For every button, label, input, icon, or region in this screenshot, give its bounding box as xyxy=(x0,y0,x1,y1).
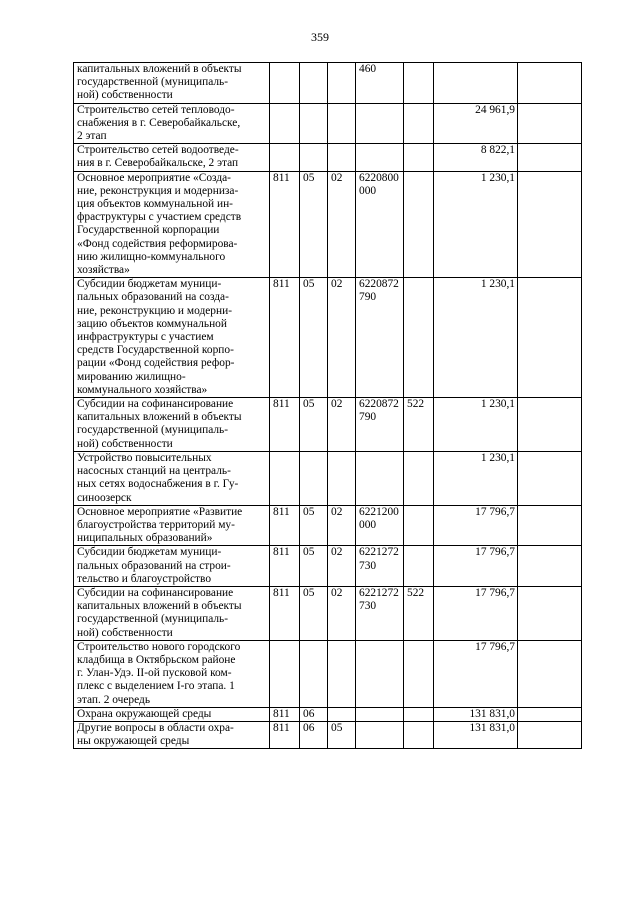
target-article-cell xyxy=(356,640,404,707)
target-article-cell xyxy=(356,144,404,171)
grbs-code-cell: 811 xyxy=(270,278,300,398)
table-row xyxy=(74,144,582,171)
blank-cell xyxy=(518,640,582,707)
row-name-cell: Строительство сетей водоотведе- ния в г. Северобайкальске, 2 этап xyxy=(74,144,270,171)
grbs-code-cell xyxy=(270,144,300,171)
section-code-cell: 05 xyxy=(300,586,328,640)
row-name-cell: Охрана окружающей среды xyxy=(74,707,270,721)
section-code-cell: 05 xyxy=(300,546,328,587)
target-article-cell: 6220800 000 xyxy=(356,171,404,278)
blank-cell xyxy=(518,103,582,144)
amount-cell: 17 796,7 xyxy=(434,505,518,546)
amount-cell: 24 961,9 xyxy=(434,103,518,144)
section-code-cell: 05 xyxy=(300,398,328,452)
budget-table xyxy=(73,62,582,749)
table-row xyxy=(74,103,582,144)
target-article-cell: 6220872 790 xyxy=(356,278,404,398)
grbs-code-cell xyxy=(270,63,300,104)
target-article-cell: 6221200 000 xyxy=(356,505,404,546)
grbs-code-cell: 811 xyxy=(270,546,300,587)
grbs-code-cell: 811 xyxy=(270,171,300,278)
subsection-code-cell: 02 xyxy=(328,278,356,398)
table-row xyxy=(74,640,582,707)
section-code-cell xyxy=(300,640,328,707)
table-row xyxy=(74,398,582,452)
grbs-code-cell: 811 xyxy=(270,505,300,546)
target-article-cell: 460 xyxy=(356,63,404,104)
section-code-cell xyxy=(300,103,328,144)
amount-cell: 1 230,1 xyxy=(434,171,518,278)
subsection-code-cell: 02 xyxy=(328,171,356,278)
amount-cell: 17 796,7 xyxy=(434,546,518,587)
blank-cell xyxy=(518,63,582,104)
subsection-code-cell xyxy=(328,63,356,104)
subsection-code-cell xyxy=(328,640,356,707)
amount-cell: 1 230,1 xyxy=(434,398,518,452)
blank-cell xyxy=(518,586,582,640)
expense-type-cell xyxy=(404,103,434,144)
amount-cell xyxy=(434,63,518,104)
subsection-code-cell xyxy=(328,144,356,171)
subsection-code-cell: 02 xyxy=(328,505,356,546)
amount-cell: 8 822,1 xyxy=(434,144,518,171)
amount-cell: 17 796,7 xyxy=(434,586,518,640)
expense-type-cell xyxy=(404,707,434,721)
blank-cell xyxy=(518,707,582,721)
target-article-cell xyxy=(356,103,404,144)
blank-cell xyxy=(518,721,582,748)
subsection-code-cell: 02 xyxy=(328,546,356,587)
amount-cell: 1 230,1 xyxy=(434,278,518,398)
table-row xyxy=(74,721,582,748)
amount-cell: 131 831,0 xyxy=(434,707,518,721)
subsection-code-cell: 02 xyxy=(328,586,356,640)
blank-cell xyxy=(518,546,582,587)
grbs-code-cell: 811 xyxy=(270,721,300,748)
row-name-cell: Субсидии бюджетам муници- пальных образований на созда- ние, реконструкцию и модерни- зацию объектов коммунальной инфраструктуры с участием средств Государственной корпо- рации «Фонд содействия рефор- мированию жилищно- коммунального хозяйства» xyxy=(74,278,270,398)
expense-type-cell xyxy=(404,451,434,505)
row-name-cell: Устройство повысительных насосных станций на централь- ных сетях водоснабжения в г. Гу- синоозерск xyxy=(74,451,270,505)
section-code-cell xyxy=(300,144,328,171)
table-row xyxy=(74,171,582,278)
row-name-cell: Строительство нового городского кладбища в Октябрьском районе г. Улан-Удэ. II-ой пусковой ком- плекс с выделением I-го этапа. 1 этап. 2 очередь xyxy=(74,640,270,707)
subsection-code-cell: 05 xyxy=(328,721,356,748)
target-article-cell xyxy=(356,707,404,721)
section-code-cell xyxy=(300,451,328,505)
grbs-code-cell xyxy=(270,640,300,707)
blank-cell xyxy=(518,451,582,505)
row-name-cell: Другие вопросы в области охра- ны окружающей среды xyxy=(74,721,270,748)
subsection-code-cell xyxy=(328,103,356,144)
expense-type-cell xyxy=(404,63,434,104)
row-name-cell: Субсидии на софинансирование капитальных вложений в объекты государственной (муниципаль- ной) собственности xyxy=(74,586,270,640)
blank-cell xyxy=(518,505,582,546)
amount-cell: 1 230,1 xyxy=(434,451,518,505)
target-article-cell: 6221272 730 xyxy=(356,586,404,640)
table-body xyxy=(74,63,582,749)
expense-type-cell: 522 xyxy=(404,398,434,452)
amount-cell: 17 796,7 xyxy=(434,640,518,707)
expense-type-cell xyxy=(404,640,434,707)
section-code-cell: 06 xyxy=(300,707,328,721)
row-name-cell: Основное мероприятие «Развитие благоустройства территорий му- ниципальных образований» xyxy=(74,505,270,546)
grbs-code-cell: 811 xyxy=(270,707,300,721)
table-row xyxy=(74,586,582,640)
grbs-code-cell: 811 xyxy=(270,586,300,640)
row-name-cell: Строительство сетей тепловодо- снабжения в г. Северобайкальске, 2 этап xyxy=(74,103,270,144)
row-name-cell: Субсидии на софинансирование капитальных вложений в объекты государственной (муниципаль- ной) собственности xyxy=(74,398,270,452)
expense-type-cell xyxy=(404,171,434,278)
subsection-code-cell xyxy=(328,451,356,505)
table-row xyxy=(74,707,582,721)
grbs-code-cell xyxy=(270,103,300,144)
expense-type-cell xyxy=(404,278,434,398)
table-row xyxy=(74,451,582,505)
expense-type-cell: 522 xyxy=(404,586,434,640)
table-row xyxy=(74,278,582,398)
section-code-cell: 05 xyxy=(300,505,328,546)
section-code-cell: 05 xyxy=(300,278,328,398)
blank-cell xyxy=(518,398,582,452)
row-name-cell: капитальных вложений в объекты государственной (муниципаль- ной) собственности xyxy=(74,63,270,104)
grbs-code-cell: 811 xyxy=(270,398,300,452)
target-article-cell xyxy=(356,451,404,505)
expense-type-cell xyxy=(404,505,434,546)
row-name-cell: Основное мероприятие «Созда- ние, реконструкция и модерниза- ция объектов коммунальной ин- фраструктуры с участием средств Государственной корпорации «Фонд содействия реформирова- нию жилищно-коммунального хозяйства» xyxy=(74,171,270,278)
table-row xyxy=(74,546,582,587)
target-article-cell: 6220872 790 xyxy=(356,398,404,452)
amount-cell: 131 831,0 xyxy=(434,721,518,748)
row-name-cell: Субсидии бюджетам муници- пальных образований на строи- тельство и благоустройство xyxy=(74,546,270,587)
subsection-code-cell xyxy=(328,707,356,721)
blank-cell xyxy=(518,278,582,398)
table-row xyxy=(74,63,582,104)
section-code-cell xyxy=(300,63,328,104)
expense-type-cell xyxy=(404,144,434,171)
blank-cell xyxy=(518,144,582,171)
grbs-code-cell xyxy=(270,451,300,505)
blank-cell xyxy=(518,171,582,278)
expense-type-cell xyxy=(404,546,434,587)
section-code-cell: 05 xyxy=(300,171,328,278)
page-number: 359 xyxy=(311,30,329,44)
subsection-code-cell: 02 xyxy=(328,398,356,452)
table-row xyxy=(74,505,582,546)
target-article-cell xyxy=(356,721,404,748)
section-code-cell: 06 xyxy=(300,721,328,748)
target-article-cell: 6221272 730 xyxy=(356,546,404,587)
expense-type-cell xyxy=(404,721,434,748)
